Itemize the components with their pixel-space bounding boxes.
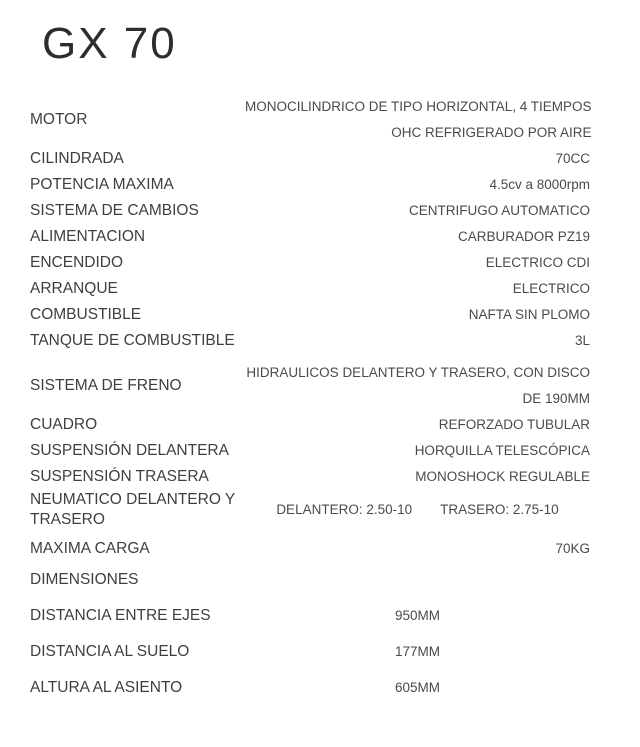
spec-value xyxy=(245,497,590,523)
spec-value: CENTRIFUGO AUTOMATICO xyxy=(408,203,590,218)
spec-value: 70KG xyxy=(555,541,590,556)
spec-label: NEUMATICO DELANTERO Y TRASERO xyxy=(30,491,235,528)
spec-value: 4.5cv a 8000rpm xyxy=(489,177,590,192)
spec-label: DISTANCIA ENTRE EJES xyxy=(30,607,211,624)
spec-value: HORQUILLA TELESCÓPICA xyxy=(414,443,590,458)
spec-label: SUSPENSIÓN TRASERA xyxy=(30,468,209,485)
spec-row-suspension-trasera xyxy=(30,464,590,490)
spec-value: 70CC xyxy=(555,151,590,166)
spec-row-altura-al-asiento xyxy=(30,670,590,706)
spec-value: 605MM xyxy=(394,680,440,695)
spec-value-front-tire: DELANTERO: 2.50-10 xyxy=(276,502,413,517)
spec-row-dimensiones xyxy=(30,562,590,598)
spec-row-cuadro xyxy=(30,412,590,438)
spec-value xyxy=(245,94,592,146)
spec-label: DISTANCIA AL SUELO xyxy=(30,643,190,660)
spec-label: POTENCIA MAXIMA xyxy=(30,176,174,193)
spec-label: SISTEMA DE FRENO xyxy=(30,377,182,394)
spec-row-sistema-de-cambios xyxy=(30,198,590,224)
spec-value: 3L xyxy=(574,333,590,348)
spec-value-line: MONOCILINDRICO DE TIPO HORIZONTAL, 4 TIEMPOS xyxy=(245,99,592,114)
spec-row-sistema-de-freno xyxy=(30,360,590,412)
spec-row-motor xyxy=(30,94,590,146)
spec-row-combustible xyxy=(30,302,590,328)
spec-value xyxy=(245,360,590,412)
spec-label: MOTOR xyxy=(30,111,88,128)
spec-row-maxima-carga xyxy=(30,536,590,562)
spec-label: CUADRO xyxy=(30,416,98,433)
spec-label: COMBUSTIBLE xyxy=(30,306,142,323)
spec-label: ENCENDIDO xyxy=(30,254,124,271)
spec-label: ALTURA AL ASIENTO xyxy=(30,679,183,696)
spec-row-distancia-entre-ejes xyxy=(30,598,590,634)
spec-label: CILINDRADA xyxy=(30,150,124,167)
spec-row-potencia-maxima xyxy=(30,172,590,198)
spec-value: MONOSHOCK REGULABLE xyxy=(415,469,590,484)
page-title: GX 70 xyxy=(42,19,177,68)
spec-label: ALIMENTACION xyxy=(30,228,146,245)
spec-row-arranque xyxy=(30,276,590,302)
spec-value: 950MM xyxy=(394,608,440,623)
spec-value: 177MM xyxy=(394,644,440,659)
spec-row-suspension-delantera xyxy=(30,438,590,464)
spec-value: CARBURADOR PZ19 xyxy=(457,229,590,244)
spec-row-distancia-al-suelo xyxy=(30,634,590,670)
spec-value: REFORZADO TUBULAR xyxy=(438,417,590,432)
spec-value-line: DE 190MM xyxy=(522,391,590,406)
spec-label: SISTEMA DE CAMBIOS xyxy=(30,202,199,219)
spec-value-rear-tire: TRASERO: 2.75-10 xyxy=(440,502,559,517)
spec-table xyxy=(30,94,590,706)
spec-value-line: HIDRAULICOS DELANTERO Y TRASERO, CON DISCO xyxy=(246,365,590,380)
spec-value: ELECTRICO CDI xyxy=(485,255,590,270)
spec-label: ARRANQUE xyxy=(30,280,118,297)
spec-row-tanque-de-combustible xyxy=(30,328,590,354)
spec-label: SUSPENSIÓN DELANTERA xyxy=(30,442,229,459)
spec-value: ELECTRICO xyxy=(512,281,590,296)
spec-sheet-page xyxy=(0,19,640,747)
spec-row-neumatico-delantero-y-trasero xyxy=(30,490,590,530)
spec-label: MAXIMA CARGA xyxy=(30,540,150,557)
spec-value: NAFTA SIN PLOMO xyxy=(468,307,590,322)
spec-row-cilindrada xyxy=(30,146,590,172)
spec-row-encendido xyxy=(30,250,590,276)
spec-value-line: OHC REFRIGERADO POR AIRE xyxy=(391,125,592,140)
spec-label: TANQUE DE COMBUSTIBLE xyxy=(30,332,235,349)
spec-section-label: DIMENSIONES xyxy=(30,571,139,588)
spec-row-alimentacion xyxy=(30,224,590,250)
